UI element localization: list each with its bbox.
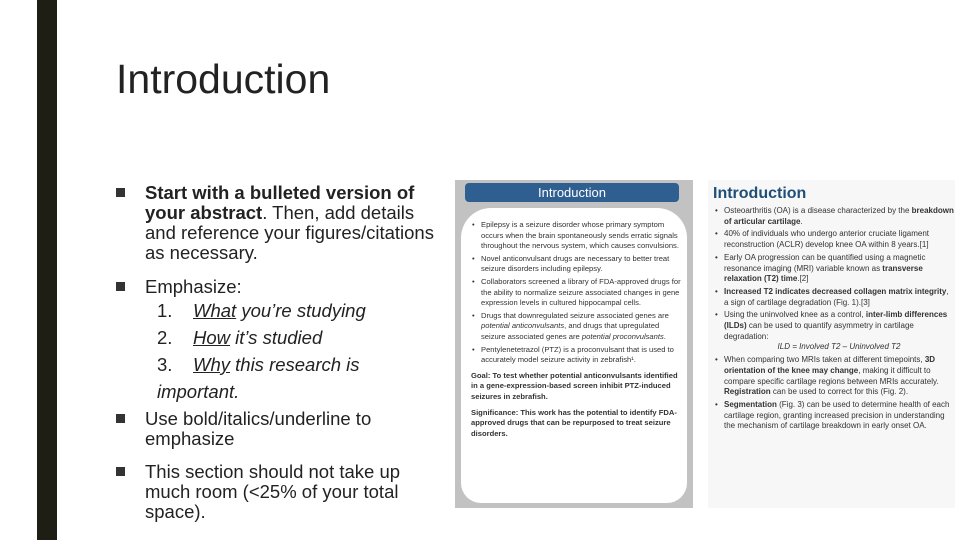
example1-significance: Significance: This work has the potential to identify FDA-approved drugs that can be repurposed to treat seizure disorders. xyxy=(471,407,677,438)
text-segment: Drugs that downregulated seizure associated genes are xyxy=(481,310,669,320)
example2-title: Introduction xyxy=(713,185,807,202)
slide-accent-bar xyxy=(37,0,57,540)
text-segment: 40% of individuals who undergo anterior cruciate ligament reconstruction (ACLR) develop knee OA within 8 years.[1] xyxy=(724,229,930,250)
text-segment: Using the uninvolved knee as a control, xyxy=(724,310,866,320)
slide-bullet xyxy=(116,409,446,449)
bullet-lead: Emphasize: xyxy=(145,276,242,297)
text-segment: breakdown of articular cartilage xyxy=(724,206,954,226)
example1-bullet xyxy=(471,220,681,252)
text-segment: potential anticonvulsants xyxy=(481,321,565,331)
item-text: this research is important. xyxy=(157,354,360,402)
item-keyword: How xyxy=(193,327,231,348)
example2-bullet xyxy=(714,400,954,432)
text-segment: 3D orientation of the knee may change xyxy=(724,355,936,375)
item-number: 3. xyxy=(157,354,173,375)
bullet-marker-icon xyxy=(116,188,125,197)
slide-bullet xyxy=(116,183,446,263)
example2-bullet xyxy=(714,355,954,398)
text-segment: Use bold/italics/underline to emphasize xyxy=(145,408,372,449)
text-segment: , and drugs that upregulated seizure associated genes are xyxy=(481,321,660,341)
text-segment: can be used to correct for this (Fig. 2). xyxy=(770,387,909,397)
text-segment: , making it difficult to compare specific cartilage regions between MRIs accurately. xyxy=(724,365,939,386)
text-segment: Collaborators screened a library of FDA-approved drugs for the ability to normalize seizure associated changes in gene expression levels in cultured hippocampal cells. xyxy=(481,276,681,308)
slide-title: Introduction xyxy=(116,56,331,102)
text-segment: Segmentation xyxy=(724,399,777,409)
bullet-text xyxy=(145,183,446,263)
item-text: you’re studying xyxy=(236,300,366,321)
example1-bullet xyxy=(471,277,681,309)
bullet-text xyxy=(145,277,446,405)
item-keyword: What xyxy=(193,300,237,321)
text-segment: , a sign of cartilage degradation (Fig. 1).[3] xyxy=(724,286,949,307)
text-segment: Pentylenetetrazol (PTZ) is a proconvulsant that is used to accurately model seizure activity in zebrafish¹. xyxy=(481,344,674,365)
text-segment: can be used to quantify asymmetry in cartilage degradation: xyxy=(724,321,914,341)
text-segment: inter-limb differences (ILDs) xyxy=(724,310,948,331)
example2-bullet xyxy=(714,287,954,308)
example1-bullet xyxy=(471,345,681,366)
bullet-text xyxy=(145,409,446,449)
numbered-item xyxy=(157,324,446,351)
text-segment: Early OA progression can be quantified using a magnetic resonance imaging (MRI) variable known as xyxy=(724,252,926,273)
text-segment: Increased T2 indicates decreased collagen matrix integrity xyxy=(724,286,947,296)
text-segment: Registration xyxy=(724,387,771,397)
item-number: 1. xyxy=(157,300,173,321)
example2-bullet xyxy=(714,229,954,250)
slide-bullet xyxy=(116,277,446,405)
example2-bullet xyxy=(714,310,954,353)
text-segment: (Fig. 3) can be used to determine health of each cartilage region, granting increased precision in understanding the mechanism of cartilage breakdown in early onset OA. xyxy=(724,399,950,431)
example2-bullet xyxy=(714,206,954,227)
example-poster-epilepsy xyxy=(455,180,693,508)
text-segment: Osteoarthritis (OA) is a disease characterized by the xyxy=(724,206,912,215)
item-keyword: Why xyxy=(193,354,230,375)
example2-body xyxy=(714,206,954,434)
text-segment: .[2] xyxy=(797,274,809,284)
example1-body xyxy=(461,208,687,503)
example2-bullet xyxy=(714,253,954,285)
text-segment: Novel anticonvulsant drugs are necessary to better treat seizure disorders including epilepsy. xyxy=(481,253,670,274)
bullet-marker-icon xyxy=(116,414,125,423)
example1-bullet xyxy=(471,254,681,275)
slide-bullet xyxy=(116,462,446,522)
numbered-item xyxy=(157,351,446,405)
text-segment: . xyxy=(663,331,666,341)
text-segment: Epilepsy is a seizure disorder whose primary symptom occurs when the brain spontaneously sends erratic signals throughout the nervous system, which causes convulsions. xyxy=(481,220,679,251)
text-segment: This section should not take up much room (<25% of your total space). xyxy=(145,461,401,522)
text-segment: . Then, add details and reference your figures/citations as necessary. xyxy=(145,202,434,263)
example1-goal: Goal: To test whether potential anticonvulsants identified in a gene-expression-based screen inhibit PTZ-induced seizures in zebrafish. xyxy=(471,370,678,401)
bullet-text xyxy=(145,462,446,522)
text-segment: transverse relaxation (T2) time xyxy=(724,263,923,284)
ild-formula: ILD = Involved T2 – Uninvolved T2 xyxy=(777,342,901,352)
text-segment: Start with a bulleted version of your abstract xyxy=(145,182,415,223)
numbered-item xyxy=(157,297,446,324)
example1-title: Introduction xyxy=(465,183,679,202)
bullet-marker-icon xyxy=(116,467,125,476)
example1-bullet xyxy=(471,311,681,343)
text-segment: When comparing two MRIs taken at different timepoints, xyxy=(724,355,925,365)
bullet-marker-icon xyxy=(116,282,125,291)
text-segment: potential proconvulsants xyxy=(581,331,664,341)
item-number: 2. xyxy=(157,327,173,348)
item-text: it’s studied xyxy=(230,327,323,348)
example-poster-osteoarthritis xyxy=(708,180,955,508)
text-segment: . xyxy=(800,216,803,226)
